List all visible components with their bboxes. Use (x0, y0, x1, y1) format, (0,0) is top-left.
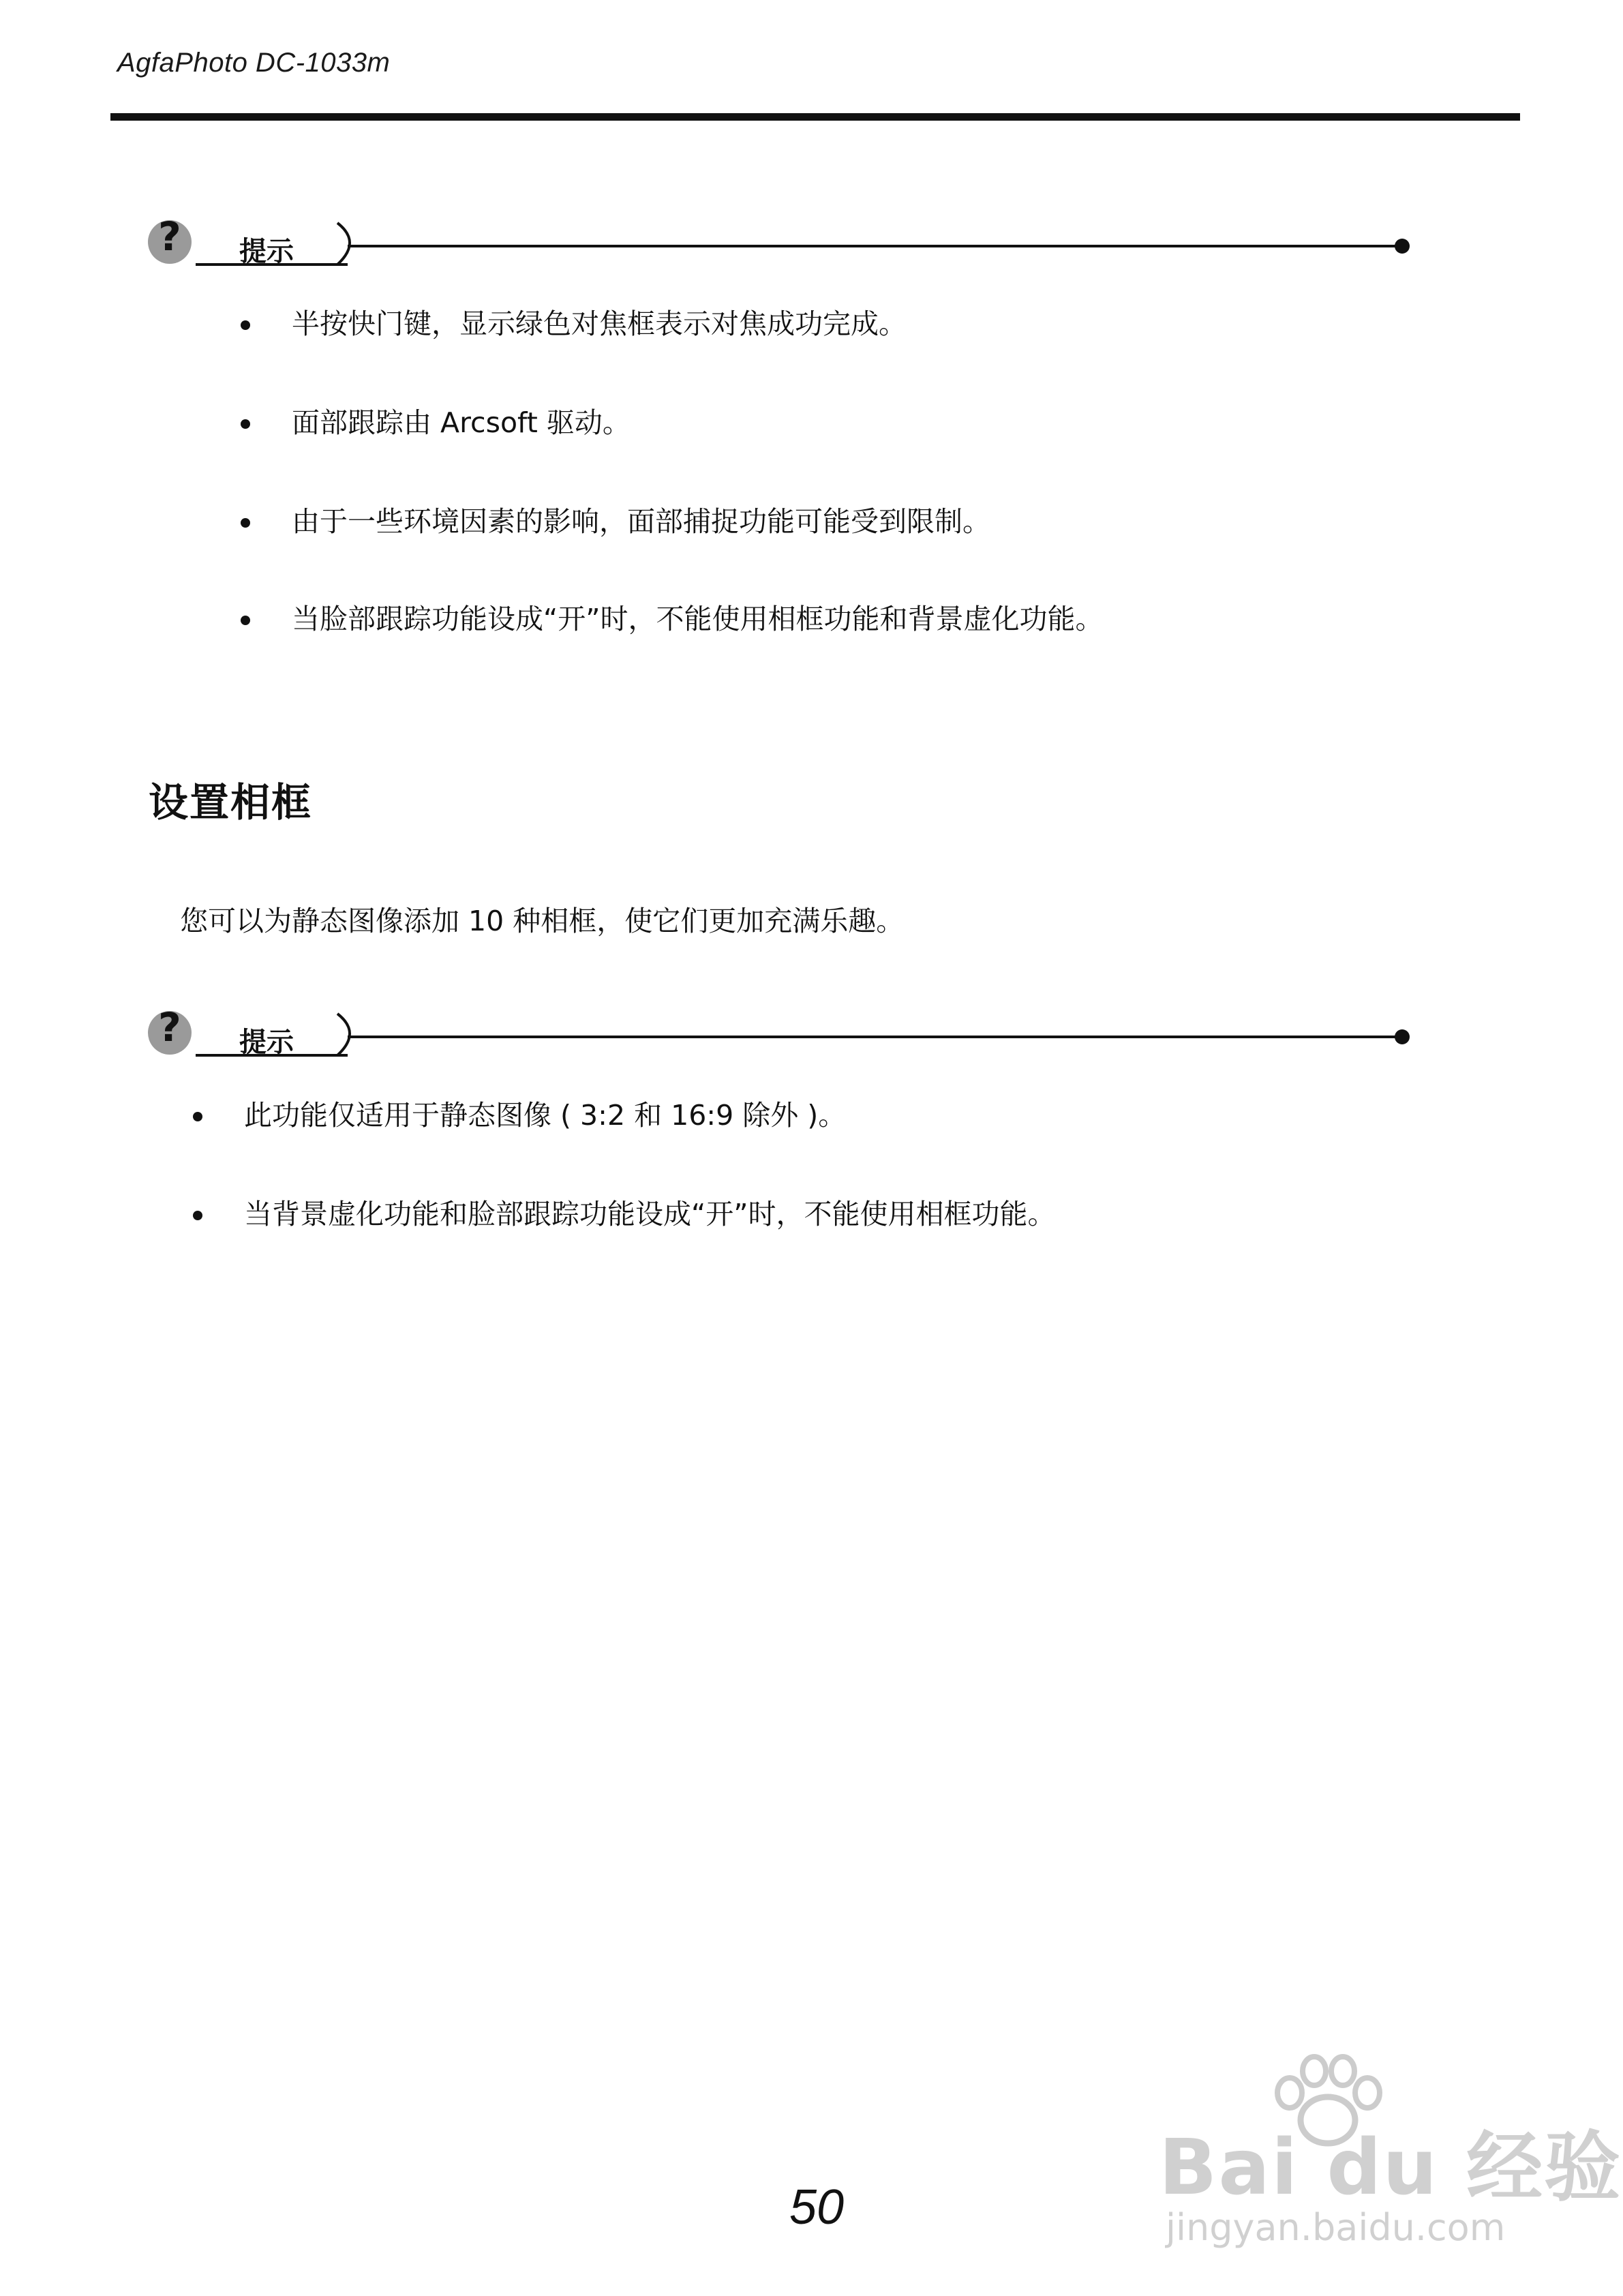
section-heading: 设置相框 (149, 779, 313, 826)
hint-line-end-dot (1395, 1029, 1410, 1044)
bullet-icon (241, 616, 250, 625)
bullet-icon (241, 320, 250, 330)
hint-box-1 (140, 208, 1421, 283)
baidu-watermark (1159, 2052, 1622, 2256)
document-header-title: AgfaPhoto DC-1033m (117, 48, 391, 78)
list-item: 由于一些环境因素的影响，面部捕捉功能可能受到限制。 (292, 505, 1103, 538)
bullet-icon (241, 518, 250, 528)
question-mark-icon: ? (158, 213, 181, 260)
hint-graphic-1 (140, 208, 1421, 283)
hint-line-end-dot (1395, 239, 1410, 254)
question-mark-icon: ? (158, 1004, 181, 1051)
page-number: 50 (789, 2180, 845, 2235)
bullet-icon (193, 1112, 202, 1121)
list-item: 半按快门键，显示绿色对焦框表示对焦成功完成。 (292, 307, 1103, 340)
hint-box-2 (140, 999, 1421, 1074)
hint-2-list (244, 1099, 1055, 1230)
bullet-icon (241, 419, 250, 429)
list-item: 面部跟踪由 Arcsoft 驱动。 (292, 406, 1103, 439)
hint-graphic-2 (140, 999, 1421, 1074)
hint-label: 提示 (239, 1027, 294, 1058)
hint-label: 提示 (239, 236, 294, 267)
list-item: 此功能仅适用于静态图像 ( 3:2 和 16:9 除外 )。 (244, 1099, 1055, 1132)
watermark-brand-text: Bai du 经验 (1159, 2124, 1622, 2212)
section-intro-text: 您可以为静态图像添加 10 种相框，使它们更加充满乐趣。 (180, 905, 905, 937)
list-item: 当脸部跟踪功能设成“开”时，不能使用相框功能和背景虚化功能。 (292, 603, 1103, 635)
hint-1-list (292, 307, 1103, 635)
header-divider (110, 113, 1520, 121)
watermark-url-text: jingyan.baidu.com (1166, 2206, 1506, 2249)
list-item: 当背景虚化功能和脸部跟踪功能设成“开”时，不能使用相框功能。 (244, 1198, 1055, 1230)
bullet-icon (193, 1211, 202, 1220)
